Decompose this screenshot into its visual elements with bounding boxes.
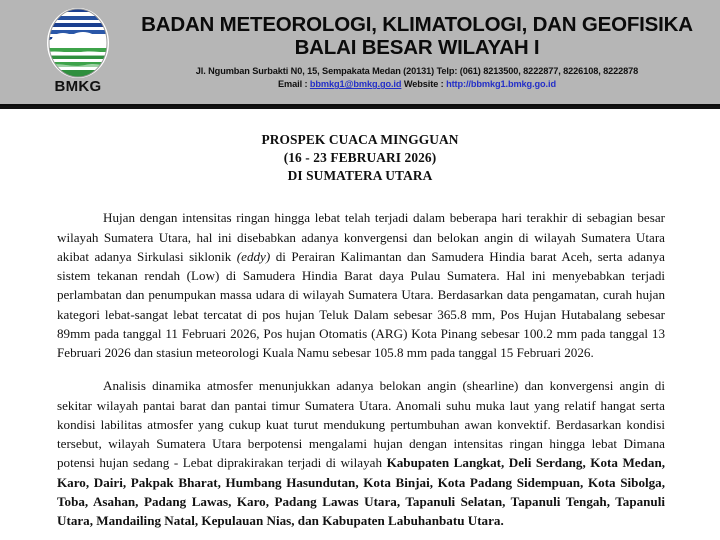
bmkg-logo — [30, 8, 126, 94]
body-text — [57, 208, 665, 530]
document-body — [0, 131, 720, 530]
paragraph-1-part-b: di Perairan Kalimantan dan Samudera Hindia barat Aceh, serta adanya sistem tekanan rendah (Low) di Samudera Hindia Barat daya Pulau Sumatera. Hal ini menyebabkan terjadi perlambatan dan penumpukan massa udara di wilayah Sumatera Utara. Berdasarkan data pengamatan, curah hujan kategori lebat-sangat lebat tercatat di pos hujan Teluk Dalam sebesar 365.8 mm, Pos Hujan Hutabalang sebesar 89mm pada tanggal 11 Februari 2026, Pos hujan Otomatis (ARG) Kota Pinang sebesar 100.2 mm pada tanggal 13 Februari 2026 dan stasiun meteorologi Kuala Namu sebesar 105.8 mm pada tanggal 15 Februari 2026. — [57, 248, 665, 361]
email-link[interactable]: bbmkg1@bmkg.go.id — [309, 79, 402, 90]
email-label: Email : — [278, 79, 310, 90]
paragraph-1-eddy-italic: (eddy) — [236, 248, 271, 264]
title-line-1: PROSPEK CUACA MINGGUAN — [261, 132, 459, 147]
bmkg-logo-label: BMKG — [54, 78, 102, 95]
bmkg-emblem-icon — [47, 8, 109, 78]
contact-line — [120, 78, 714, 91]
letterhead-text-block — [120, 14, 714, 92]
paragraph-2 — [57, 376, 665, 530]
website-label: Website : — [401, 79, 447, 90]
affected-regions-list: Kabupaten Langkat, Deli Serdang, Kota Medan, Karo, Dairi, Pakpak Bharat, Humbang Hasundutan, Kota Binjai, Kota Padang Sidempuan, Kota Sibolga, Toba, Asahan, Padang Lawas, Karo, Padang Lawas Utara, Tapanuli Selatan, Tapanuli Tengah, Tapanuli Utara, Mandailing Natal, Kepulauan Nias, dan Kabupaten Labuhanbatu Utara. — [57, 455, 665, 528]
document-title — [0, 131, 720, 184]
paragraph-1-part-a: Hujan dengan intensitas ringan hingga lebat telah terjadi dalam beberapa hari terakhir di sebagian besar wilayah Sumatera Utara, hal ini disebabkan adanya konvergensi dan belokan angin di wilayah Sumatera Utara akibat adanya Sirkulasi siklonik — [57, 210, 665, 264]
paragraph-2-part-a: Analisis dinamika atmosfer menunjukkan adanya belokan angin (shearline) dan konvergensi angin di sekitar wilayah pantai barat dan pantai timur Sumatera Utara. Anomali suhu muka laut yang relatif hangat serta kondisi labilitas atmosfer yang cukup kuat turut mendukung pertumbuhan awan konvektif. Berdasarkan kondisi tersebut, wilayah Sumatera Utara berpotensi mengalami hujan dengan intensitas ringan hingga lebat Dimana potensi hujan sedang - Lebat diprakirakan terjadi di wilayah — [57, 378, 665, 471]
title-line-3: DI SUMATERA UTARA — [287, 167, 433, 183]
office-address: Jl. Ngumban Surbakti N0, 15, Sempakata Medan (20131) Telp: (061) 8213500, 8222877, 8226108, 8222878 — [195, 65, 639, 76]
paragraph-1 — [57, 208, 665, 362]
website-link[interactable]: http://bbmkg1.bmkg.go.id — [446, 79, 556, 90]
organization-name-line2: BALAI BESAR WILAYAH I — [294, 35, 540, 59]
letterhead-banner — [0, 0, 720, 109]
organization-name-line1: BADAN METEOROLOGI, KLIMATOLOGI, DAN GEOFISIKA — [141, 13, 693, 36]
bmkg-logo-mark — [47, 8, 109, 78]
title-line-2: (16 - 23 FEBRUARI 2026) — [283, 149, 437, 165]
